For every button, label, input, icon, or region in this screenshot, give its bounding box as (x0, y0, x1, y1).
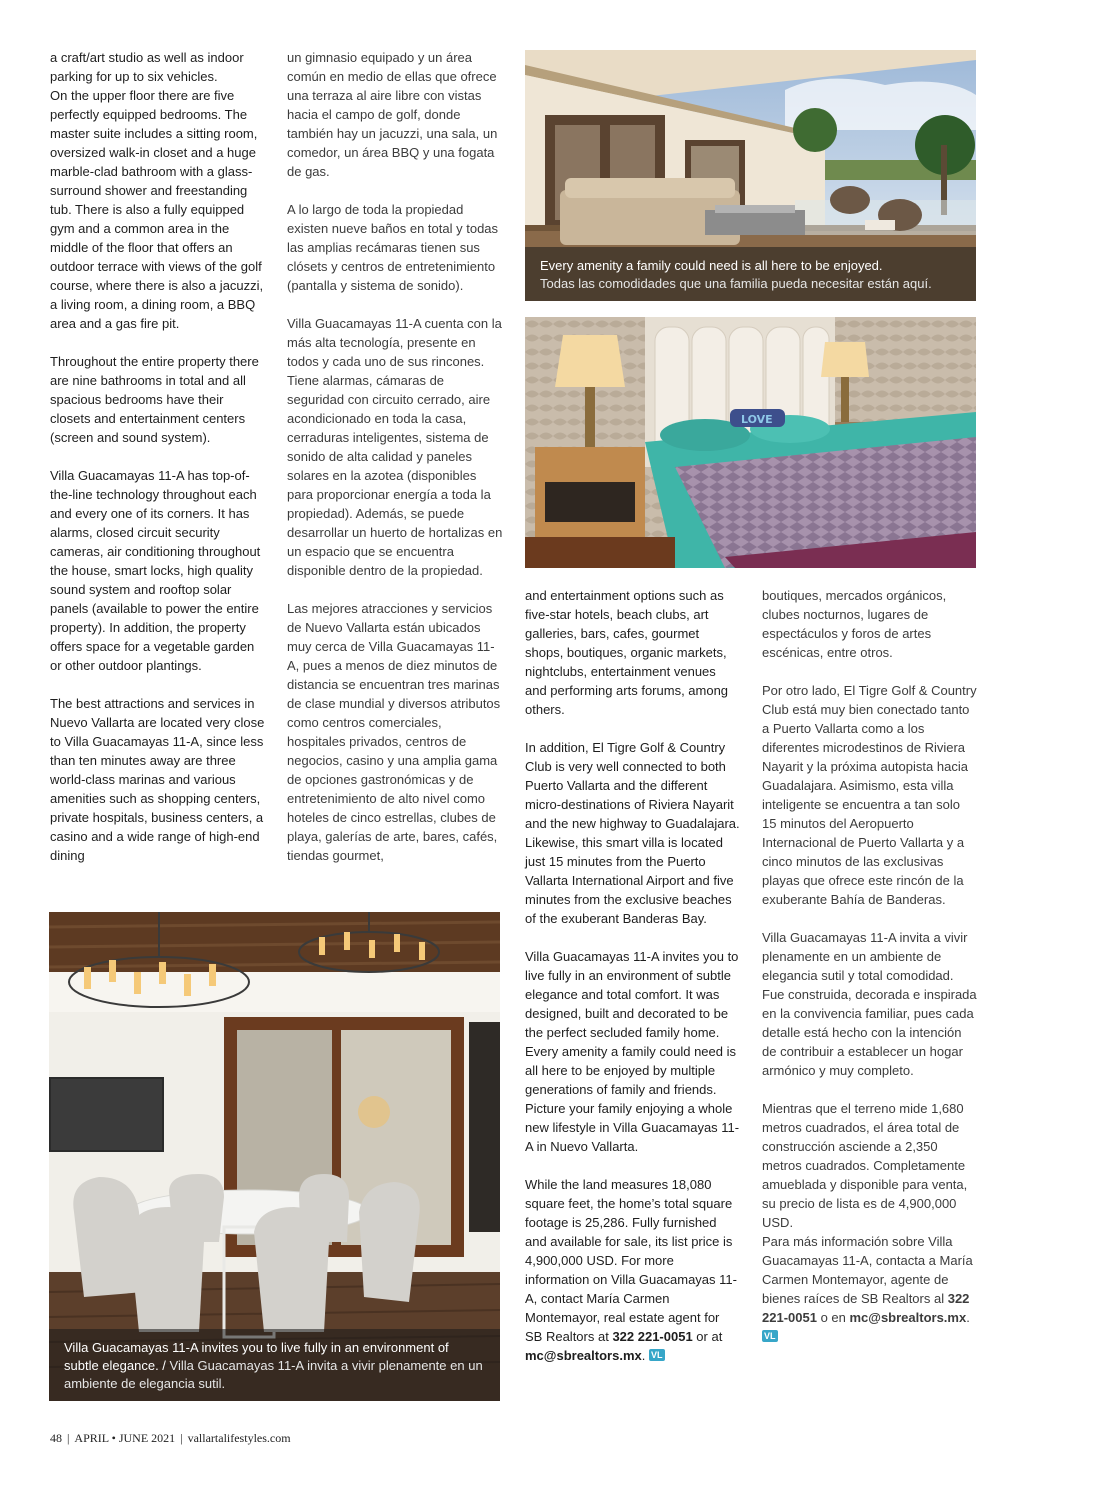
column-4 (762, 586, 977, 1346)
column-1 (50, 48, 265, 865)
dining-photo (49, 912, 500, 1401)
dining-illustration (49, 912, 500, 1401)
col2-paragraph-2: A lo largo de toda la propiedad existen nueve baños en total y todas las amplias recámaras tienen sus clósets y centros de entretenimiento (pantalla y sistema de sonido). (287, 202, 499, 293)
vl-logo-icon: VL (764, 1331, 776, 1341)
email-link[interactable]: mc@sbrealtors.mx (525, 1348, 642, 1363)
email-link-es[interactable]: mc@sbrealtors.mx (849, 1310, 967, 1325)
col2-paragraph-1: un gimnasio equipado y un área común en medio de ellas que ofrece una terraza al aire libre con vistas hacia el campo de golf, donde también hay un jacuzzi, una sala, un comedor, un área BBQ y una fogata de gas. (287, 50, 498, 179)
col3-paragraph-2: In addition, El Tigre Golf & Country Club is very well connected to both Puerto Vallarta and the different micro-destinations of Riviera Nayarit and the new highway to Guadalajara. Likewise, this smart villa is located just 15 minutes from the Puerto Vallarta International Airport and five minutes from the exclusive beaches of the exuberant Banderas Bay. (525, 740, 740, 926)
col2-paragraph-4: Las mejores atracciones y servicios de Nuevo Vallarta están ubicados muy cerca de Villa Guacamayas 11-A, pues a menos de diez minutos de distancia se encuentran tres marinas de clase mundial y diversos atributos como centros comerciales, hospitales privados, centros de negocios, casino y una amplia gama de opciones gastronómicas y de entretenimiento de alto nivel como hoteles de cinco estrellas, clubes de playa, galerías de arte, bares, cafés, tiendas gourmet, (287, 601, 501, 863)
col4-paragraph-4: Mientras que el terreno mide 1,680 metros cuadrados, el área total de construcción asciende a 2,350 metros cuadrados. Completamente amueblada y disponible para venta, su precio de lista es de 4,900,000 USD. Para más información sobre Villa Guacamayas 11-A, contacta a María Carmen Montemayor, agente de bienes raíces de SB Realtors al 322 221-0051 o en mc@sbrealtors.mx. VL (762, 1101, 973, 1341)
col4-paragraph-3: Villa Guacamayas 11-A invita a vivir plenamente en un ambiente de elegancia sutil y total comodidad. Fue construida, decorada e inspirada en la convivencia familiar, pues cada detalle está hecho con la intención de contribuir a establecer un hogar armónico y muy completo. (762, 930, 977, 1078)
col3-paragraph-3: Villa Guacamayas 11-A invites you to live fully in an environment of subtle elegance and total comfort. It was designed, built and decorated to be the perfect secluded family home. Every amenity a family could need is all here to be enjoyed by multiple generations of family and friends. Picture your family enjoying a whole new lifestyle in Villa Guacamayas 11-A in Nuevo Vallarta. (525, 949, 740, 1154)
caption-spanish: Todas las comodidades que una familia pueda necesitar están aquí. (540, 276, 932, 291)
page-footer: 48 | APRIL • JUNE 2021 | vallartalifestyles.com (50, 1431, 291, 1445)
col1-paragraph-1: a craft/art studio as well as indoor parking for up to six vehicles. On the upper floor there are five perfectly equipped bedrooms. The master suite includes a sitting room, oversized walk-in closet and a huge marble-clad bathroom with a glass-surround shower and freestanding tub. There is also a fully equipped gym and a common area in the middle of the floor that offers an outdoor terrace with views of the golf course, where there is also a jacuzzi, a living room, a dining room, a BBQ area and a gas fire pit. (50, 50, 264, 331)
caption-english: Every amenity a family could need is all here to be enjoyed. (540, 258, 883, 273)
dining-caption (49, 1329, 500, 1401)
col1-paragraph-4: The best attractions and services in Nuevo Vallarta are located very close to Villa Guacamayas 11-A, since less than ten minutes away are three world-class marinas and various amenities such as shopping centers, private hospitals, business centers, a casino and a wide range of high-end dining (50, 696, 265, 863)
col3-paragraph-1: and entertainment options such as five-star hotels, beach clubs, art galleries, bars, cafes, gourmet shops, boutiques, organic markets, nightclubs, entertainment venues and performing arts forums, among others. (525, 588, 729, 717)
pillow-text: LOVE (741, 413, 773, 426)
caption-spanish: Villa Guacamayas 11-A invita a vivir plenamente en un ambiente de elegancia sutil. (64, 1358, 483, 1391)
page-number: 48 (50, 1431, 62, 1445)
caption-english: Villa Guacamayas 11-A invites you to live fully in an environment of subtle elegance. (64, 1340, 449, 1373)
bedroom-illustration (525, 317, 976, 568)
col1-paragraph-3: Villa Guacamayas 11-A has top-of-the-line technology throughout each and every one of its corners. It has alarms, closed circuit security cameras, air conditioning throughout the house, smart locks, high quality sound system and rooftop solar panels (available to power the entire property). In addition, the property offers space for a vegetable garden or other outdoor plantings. (50, 468, 261, 673)
terrace-photo (525, 50, 976, 301)
terrace-caption (525, 247, 976, 301)
phone-number[interactable]: 322 221-0051 (612, 1329, 693, 1344)
caption-separator: / (158, 1358, 170, 1373)
website-link[interactable]: vallartalifestyles.com (187, 1431, 291, 1445)
issue-label: APRIL • JUNE 2021 (74, 1431, 176, 1445)
col1-paragraph-2: Throughout the entire property there are nine bathrooms in total and all spacious bedrooms have their closets and entertainment centers (screen and sound system). (50, 354, 259, 445)
phone-number-es[interactable]: 322 221-0051 (762, 1291, 970, 1325)
column-3 (525, 586, 740, 1365)
col3-paragraph-4: While the land measures 18,080 square feet, the home’s total square footage is 25,286. Fully furnished and available for sale, its list price is 4,900,000 USD. For more information on Villa Guacamayas 11-A, contact María Carmen Montemayor, real estate agent for SB Realtors at 322 221-0051 or at mc@sbrealtors.mx. VL (525, 1177, 737, 1363)
bedroom-photo (525, 317, 976, 568)
vl-logo-icon: VL (650, 1350, 663, 1360)
col4-paragraph-1: boutiques, mercados orgánicos, clubes nocturnos, lugares de espectáculos y foros de artes escénicas, entre otros. (762, 588, 947, 660)
column-2 (287, 48, 503, 865)
col2-paragraph-3: Villa Guacamayas 11-A cuenta con la más alta tecnología, presente en todos y cada uno de sus rincones. Tiene alarmas, cámaras de seguridad con circuito cerrado, aire acondicionado en toda la casa, cerraduras inteligentes, sistema de sonido de alta calidad y paneles solares en la azotea (disponibles para proporcionar energía a toda la propiedad). Además, se puede desarrollar un huerto de hortalizas en un espacio que se encuentra disponible dentro de la propiedad. (287, 316, 503, 578)
col4-paragraph-2: Por otro lado, El Tigre Golf & Country Club está muy bien conectado tanto a Puerto Vallarta como a los diferentes microdestinos de Riviera Nayarit y la próxima autopista hacia Guadalajara. Asimismo, esta villa inteligente se encuentra a tan solo 15 minutos del Aeropuerto Internacional de Puerto Vallarta y a cinco minutos de las exclusivas playas que ofrece este rincón de la exuberante Bahía de Banderas. (762, 683, 977, 907)
